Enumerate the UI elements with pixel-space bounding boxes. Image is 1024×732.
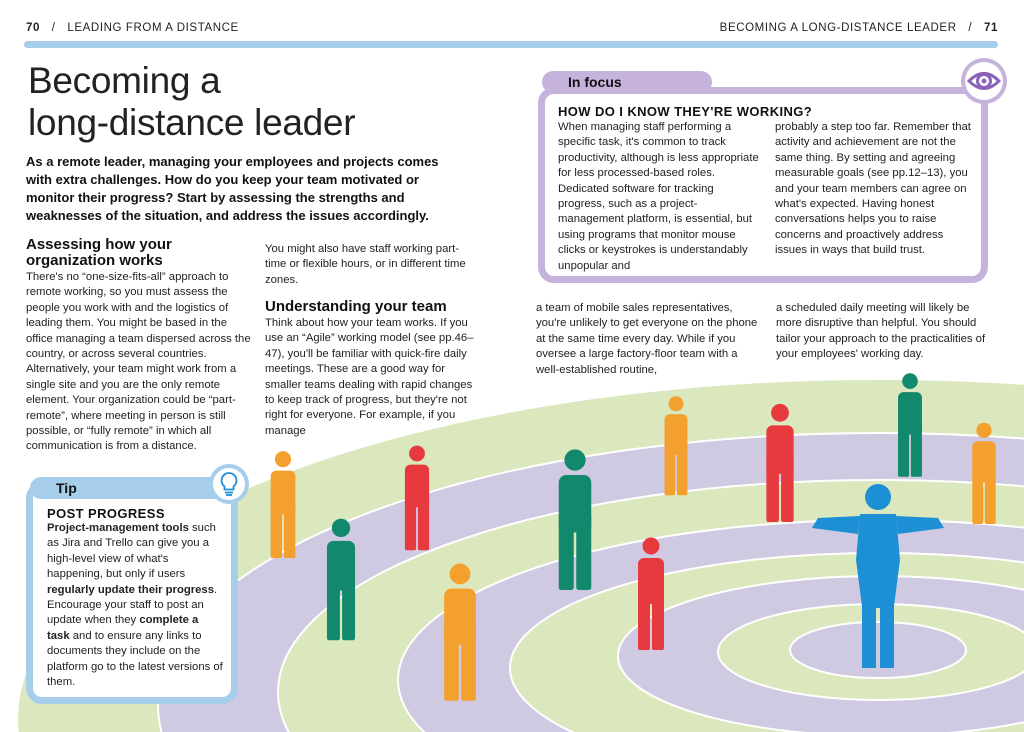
col3-continued-text: a team of mobile sales representatives, you're unlikely to get everyone on the phone at the same time every day. While if you oversee a large factory-floor team with a well-established routine, bbox=[536, 302, 758, 376]
tip-body bbox=[47, 521, 223, 690]
section-understanding bbox=[265, 299, 477, 439]
col4-continued-text: a scheduled daily meeting will likely be more disruptive than helpful. You should tailor your approach to the practicalities of your employees' working day. bbox=[776, 302, 986, 361]
page-title bbox=[28, 60, 355, 144]
tip-bold-3: complete a task bbox=[47, 614, 199, 642]
col2-intro-text: You might also have staff working part-time or flexible hours, or in different time zones. bbox=[265, 243, 466, 286]
in-focus-heading: HOW DO I KNOW THEY'RE WORKING? bbox=[558, 104, 813, 119]
tip-text-1: such as Jira and Trello can give you a high-level view of what's happening, but only if users bbox=[47, 522, 216, 581]
right-separator: / bbox=[968, 22, 973, 34]
in-focus-col2: probably a step too far. Remember that activity and achievement are not the same thing. By setting and agreeing measurable goals (see pp.12–13), you and your team members can agree on what's expected. Having honest conversations helps you to raise concerns and proactively address issues in ways that build trust. bbox=[775, 121, 971, 257]
section-body-assessing: There's no “one-size-fits-all” approach to remote working, so you must assess the people you work with and the logistics of leading them. You might be based in the office managing a team dispersed across the country, or across several countries. Alternatively, your team might work from a single site and you are the only remote element. Your organization could be “part-remote”, where meeting in person is still possible, or “fully remote” in which all communication is from a distance. bbox=[26, 271, 251, 453]
lightbulb-icon bbox=[209, 464, 249, 504]
left-page-number: 70 bbox=[26, 22, 40, 34]
section-heading-understanding: Understanding your team bbox=[265, 298, 447, 315]
section-heading-assessing bbox=[26, 237, 254, 269]
title-line-1: Becoming a bbox=[28, 60, 221, 101]
tip-heading: POST PROGRESS bbox=[47, 506, 165, 521]
tip-label: Tip bbox=[30, 477, 230, 499]
left-separator: / bbox=[51, 22, 56, 34]
title-line-2: long-distance leader bbox=[28, 102, 356, 143]
in-focus-label: In focus bbox=[542, 71, 712, 93]
heading-line-2: organization works bbox=[26, 252, 163, 269]
heading-line-1: Assessing how your bbox=[26, 236, 172, 253]
section-body-understanding: Think about how your team works. If you use an “Agile” working model (see pp.46–47), you'll be familiar with quick-fire daily meetings. These are a good way for smaller teams dealing with rapid changes to keep track of progress, but they're not right for everyone. For example, if you manage bbox=[265, 317, 474, 437]
intro-paragraph: As a remote leader, managing your employees and projects comes with extra challenges. How do you keep your team motivated or monitor their progress? Start by assessing the strengths and weaknesses of the situation, and address the issues accordingly. bbox=[26, 154, 439, 223]
eye-icon bbox=[961, 58, 1007, 104]
tip-text-3: and to ensure any links to documents they include on the platform go to the latest versions of them. bbox=[47, 629, 223, 689]
right-page-number: 71 bbox=[984, 22, 998, 34]
tip-text-2: . Encourage your staff to post an update when they bbox=[47, 583, 218, 627]
right-section-title: BECOMING A LONG-DISTANCE LEADER bbox=[719, 22, 957, 34]
tip-bold-2: regularly update their progress bbox=[47, 583, 214, 596]
section-assessing bbox=[26, 237, 254, 455]
in-focus-col1: When managing staff performing a specific task, it's common to track productivity, although is less appropriate for less processed-based roles. Dedicated software for tracking progress, such as a project-management platform, is essential, but using programs that monitor mouse clicks or keystrokes is understandably unpopular and bbox=[558, 121, 759, 272]
tip-bold-1: Project-management tools bbox=[47, 522, 189, 534]
left-chapter-title: LEADING FROM A DISTANCE bbox=[67, 22, 239, 34]
